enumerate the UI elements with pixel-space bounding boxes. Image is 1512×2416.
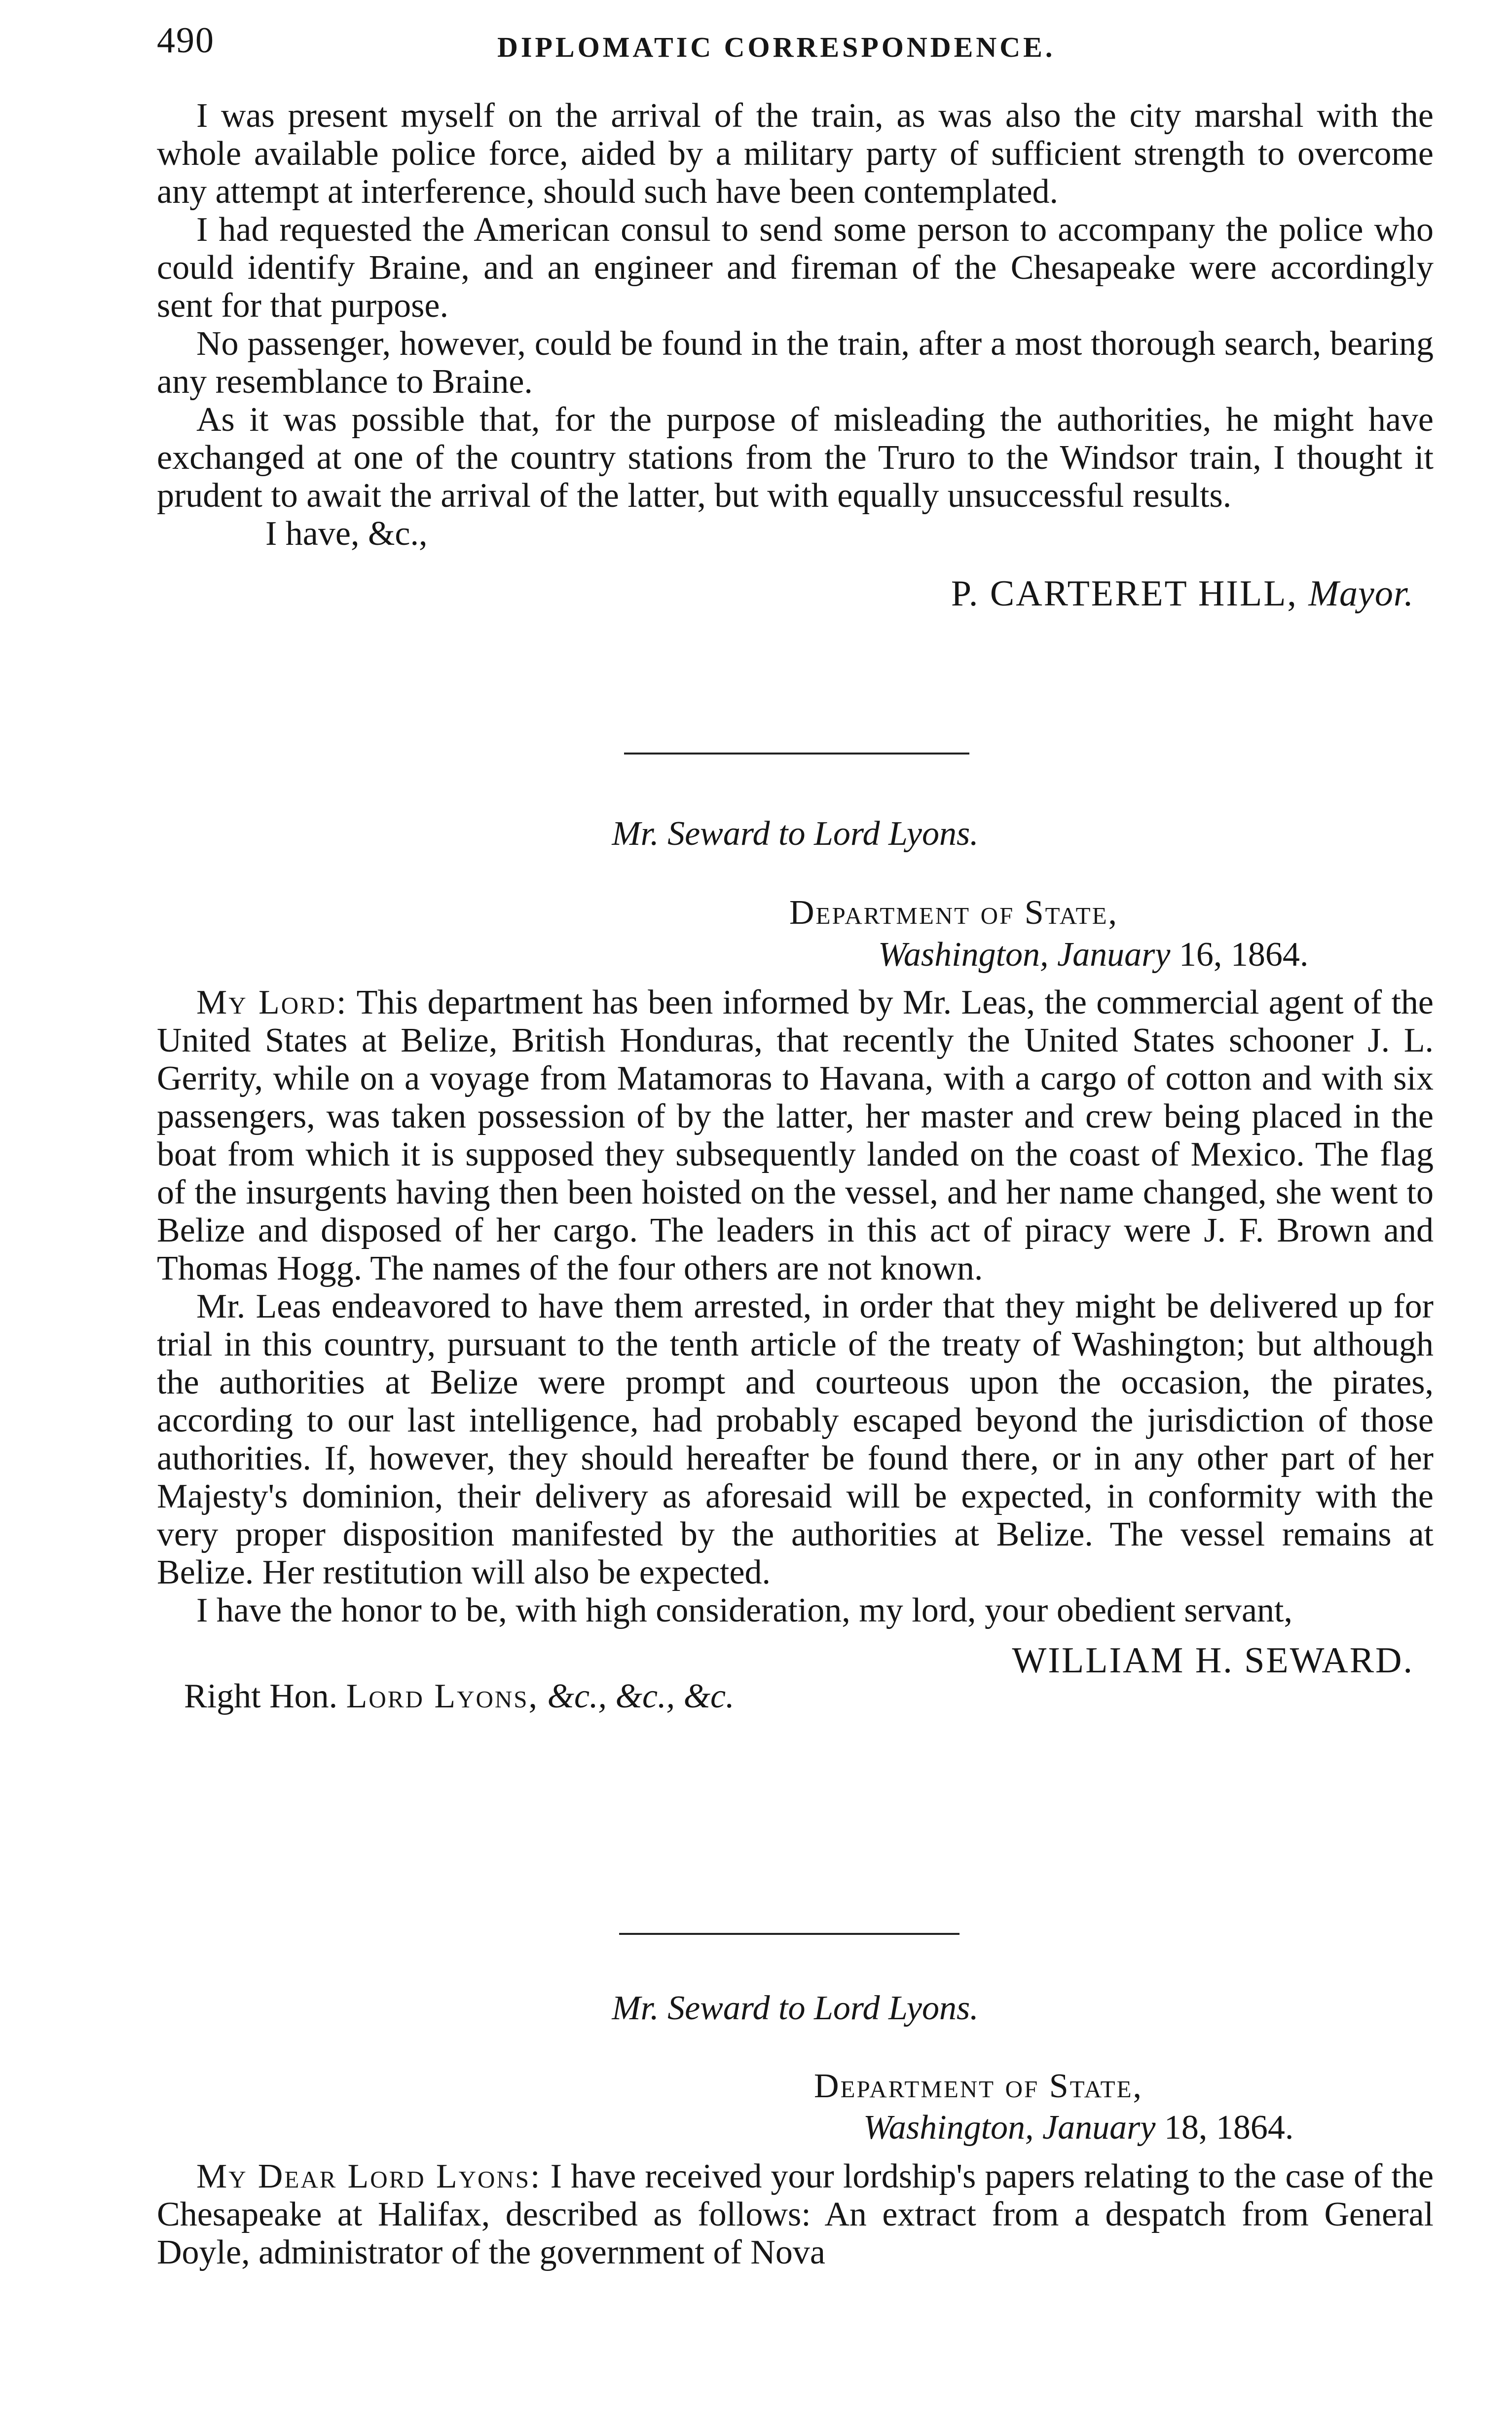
addressee	[184, 1677, 1434, 1716]
letter-seward-2-body	[157, 2157, 1434, 2271]
dept-name: Department of State,	[814, 2067, 1143, 2105]
date-place: Washington, January	[863, 2109, 1156, 2147]
letter-title: Mr. Seward to Lord Lyons.	[612, 815, 979, 853]
paragraph-text: I have received your lordship's papers relating to the case of the Chesapeake at Halifax, described as follows: An extract from a despatch from General Doyle, administrator of the government of Nova	[157, 2157, 1434, 2271]
paragraph: I was present myself on the arrival of the train, as was also the city marshal with the whole available police force, aided by a military party of sufficient strength to overcome any attempt at interference, should such have been contemplated.	[157, 97, 1434, 211]
section-divider	[624, 753, 969, 755]
paragraph	[157, 2157, 1434, 2271]
date-line	[878, 935, 1308, 975]
page-number: 490	[157, 20, 215, 61]
paragraph: No passenger, however, could be found in the train, after a most thorough search, bearing any resemblance to Braine.	[157, 325, 1434, 401]
dept-name: Department of State,	[789, 894, 1119, 932]
page-header	[157, 20, 1434, 69]
signature-title: Mayor.	[1308, 573, 1414, 614]
signature-hill	[157, 572, 1434, 615]
dept-line	[814, 2067, 1143, 2106]
date-place: Washington, January	[878, 936, 1171, 974]
signature-seward: WILLIAM H. SEWARD.	[1012, 1640, 1414, 1681]
letter-title: Mr. Seward to Lord Lyons.	[612, 1989, 979, 2027]
closing: I have, &c.,	[265, 515, 428, 553]
addressee-name: Lord Lyons,	[346, 1677, 539, 1715]
section-divider	[619, 1933, 959, 1935]
paragraph	[157, 983, 1434, 1287]
date-day: 16, 1864.	[1179, 936, 1309, 974]
signature-name: P. CARTERET HILL,	[951, 573, 1298, 614]
letter-hill-body	[157, 97, 1434, 615]
paragraph: I have the honor to be, with high consideration, my lord, your obedient servant,	[196, 1591, 1292, 1629]
dept-line	[789, 893, 1118, 933]
date-line	[863, 2108, 1293, 2148]
paragraph: As it was possible that, for the purpose of misleading the authorities, he might have exchanged at one of the country stations from the Truro to the Windsor train, I thought it prudent to await the arrival of the latter, but with equally unsuccessful results.	[157, 401, 1434, 515]
date-day: 18, 1864.	[1164, 2109, 1294, 2147]
addressee-prefix: Right Hon.	[184, 1677, 338, 1715]
paragraph: I had requested the American consul to send some person to accompany the police who could identify Braine, and an engineer and fireman of the Chesapeake were accordingly sent for that purpose.	[157, 211, 1434, 325]
salutation: My Dear Lord Lyons:	[196, 2157, 542, 2195]
letter-seward-body	[157, 983, 1434, 1716]
addressee-suffix: &c., &c., &c.	[547, 1677, 735, 1715]
paragraph-text: This department has been informed by Mr. Leas, the commercial agent of the United States at Belize, British Honduras, that recently the United States schooner J. L. Gerrity, while on a voyage from Matamoras to Havana, with a cargo of cotton and with six passengers, was taken possession of by the latter, her master and crew being placed in the boat from which it is supposed they subsequently landed on the coast of Mexico. The flag of the insurgents having then been hoisted on the vessel, and her name changed, she went to Belize and disposed of her cargo. The leaders in this act of piracy were J. F. Brown and Thomas Hogg. The names of the four others are not known.	[157, 983, 1434, 1287]
paragraph: Mr. Leas endeavored to have them arrested, in order that they might be delivered up for trial in this country, pursuant to the tenth article of the treaty of Washington; but although the authorities at Belize were prompt and courteous upon the occasion, the pirates, according to our last intelligence, had probably escaped beyond the jurisdiction of those authorities. If, however, they should hereafter be found there, or in any other part of her Majesty's dominion, their delivery as aforesaid will be expected, in conformity with the very proper disposition manifested by the authorities at Belize. The vessel remains at Belize. Her restitution will also be expected.	[157, 1287, 1434, 1591]
running-title: DIPLOMATIC CORRESPONDENCE.	[497, 31, 1056, 63]
salutation: My Lord:	[196, 983, 348, 1021]
